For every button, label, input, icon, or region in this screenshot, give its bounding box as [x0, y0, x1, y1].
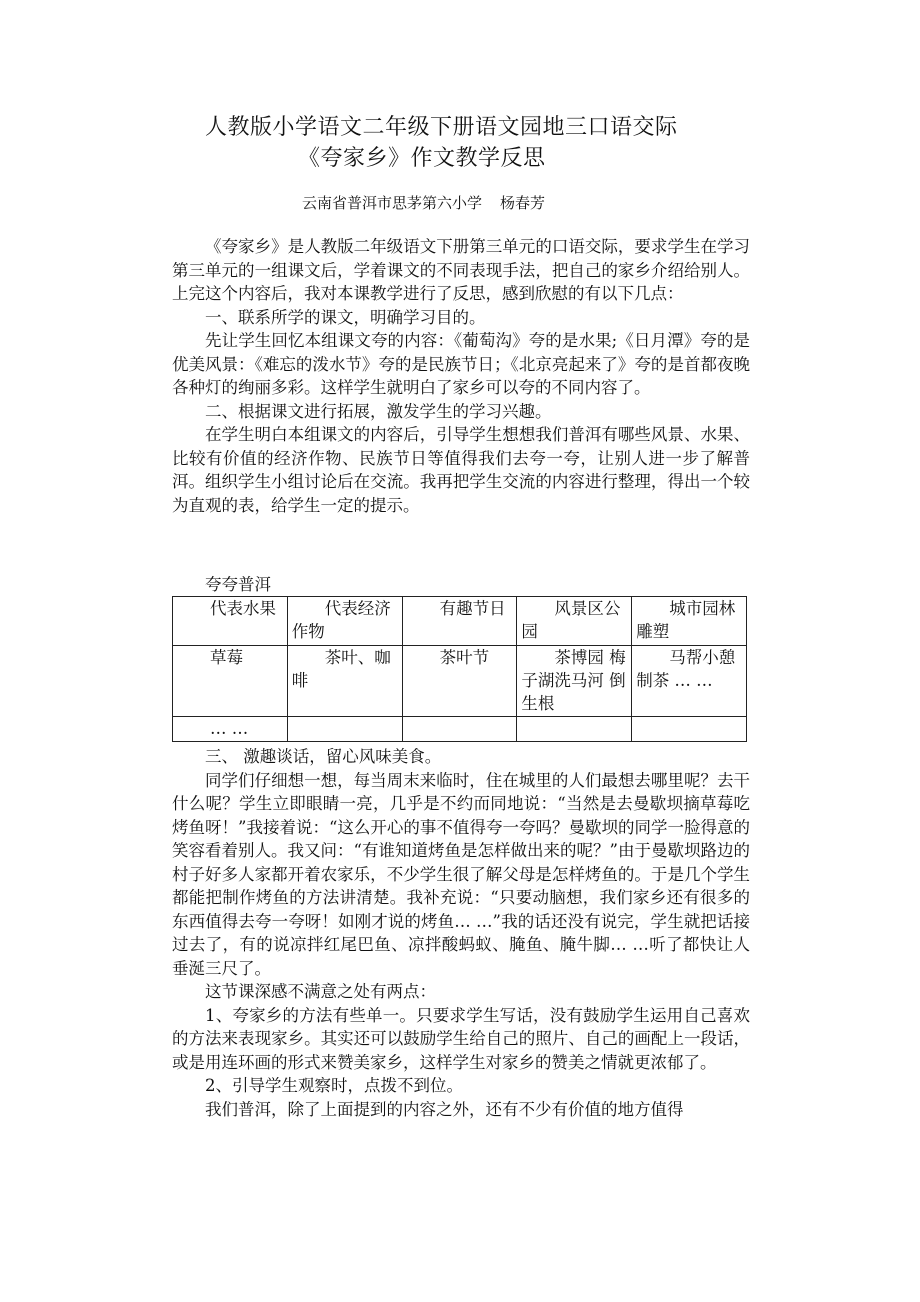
table-header-cell: 城市园林雕塑: [632, 597, 747, 646]
table-header-row: [173, 597, 747, 646]
table-header-cell: 代表水果: [173, 597, 288, 646]
pu-er-table: [172, 596, 747, 742]
paragraph-point-3: 同学们仔细想一想，每当周末来临时，住在城里的人们最想去哪里呢？去干什么呢？学生立即眼睛一亮，几乎是不约而同地说：“当然是去曼歇坝摘草莓吃烤鱼呀！”我接着说：“这么开心的事不值得夸一夸吗？曼歇坝的同学一脸得意的笑容看着别人。我又问：“有谁知道烤鱼是怎样做出来的呢？”由于曼歇坝路边的村子好多人家都开着农家乐，不少学生很了解父母是怎样烤鱼的。于是几个学生都能把制作烤鱼的方法讲清楚。我补充说：“只要动脑想，我们家乡还有很多的东西值得去夸一夸呀！如刚才说的烤鱼… …”我的话还没有说完，学生就把话接过去了，有的说凉拌红尾巴鱼、凉拌酸蚂蚁、腌鱼、腌牛脚… …听了都快让人垂涎三尺了。: [172, 770, 750, 978]
paragraph-intro: 《夸家乡》是人教版二年级语文下册第三单元的口语交际，要求学生在学习第三单元的一组课文后，学着课文的不同表现手法，把自己的家乡介绍给别人。上完这个内容后，我对本课教学进行了反思，感到欣慰的有以下几点：: [172, 237, 750, 303]
table-row: [173, 717, 747, 742]
table-header-cell: 代表经济作物: [287, 597, 402, 646]
table-cell: … …: [173, 717, 288, 742]
table-cell: 马帮小憩 制茶 … …: [632, 646, 747, 717]
paragraph-point-2: 在学生明白本组课文的内容后，引导学生想想我们普洱有哪些风景、水果、比较有价值的经济作物、民族节日等值得我们去夸一夸，让别人进一步了解普洱。组织学生小组讨论后在交流。我再把学生交流的内容进行整理，得出一个较为直观的表，给学生一定的提示。: [172, 425, 750, 515]
table-cell: [402, 717, 517, 742]
document-title-line2: 《夸家乡》作文教学反思: [298, 146, 546, 171]
author-line: [302, 193, 545, 213]
table-cell: 草莓: [173, 646, 288, 717]
body-section-1: [172, 235, 750, 517]
heading-shortcoming-2: 2、引导学生观察时，点拨不到位。: [205, 1076, 463, 1095]
table-caption: 夸夸普洱: [205, 575, 271, 594]
table-cell: 茶叶节: [402, 646, 517, 717]
heading-point-1: 一、联系所学的课文，明确学习目的。: [205, 307, 486, 327]
table-cell: [517, 717, 632, 742]
table-header-cell: 风景区公园: [517, 597, 632, 646]
table-row: [173, 646, 747, 717]
table-cell: [287, 717, 402, 742]
paragraph-point-1: 先让学生回忆本组课文夸的内容：《葡萄沟》夸的是水果;《日月潭》夸的是优美风景：《难忘的泼水节》夸的是民族节日；《北京亮起来了》夸的是首都夜晚各种灯的绚丽多彩。这样学生就明白了家乡可以夸的不同内容了。: [172, 331, 750, 397]
paragraph-shortcoming-1: 1、夸家乡的方法有些单一。只要求学生写话，没有鼓励学生运用自己喜欢的方法来表现家乡。其实还可以鼓励学生给自己的照片、自己的画配上一段话，或是用连环画的形式来赞美家乡，这样学生对家乡的赞美之情就更浓郁了。: [172, 1005, 750, 1072]
heading-point-2: 二、根据课文进行拓展，激发学生的学习兴趣。: [205, 401, 552, 421]
document-title-line1: 人教版小学语文二年级下册语文园地三口语交际: [205, 115, 678, 140]
author-school: 云南省普洱市思茅第六小学: [302, 194, 483, 212]
table-cell: 茶叶、咖啡: [287, 646, 402, 717]
heading-point-3: 三、 激趣谈话，留心风味美食。: [205, 747, 442, 766]
author-name: 杨春芳: [500, 194, 546, 212]
heading-shortcomings: 这节课深感不满意之处有两点：: [205, 982, 436, 1001]
paragraph-shortcoming-2: 我们普洱，除了上面提到的内容之外，还有不少有价值的地方值得: [205, 1099, 684, 1119]
table-cell: 茶博园 梅子湖洗马河 倒生根: [517, 646, 632, 717]
table-header-cell: 有趣节日: [402, 597, 517, 646]
body-section-2: [172, 745, 750, 1121]
table-cell: [632, 717, 747, 742]
